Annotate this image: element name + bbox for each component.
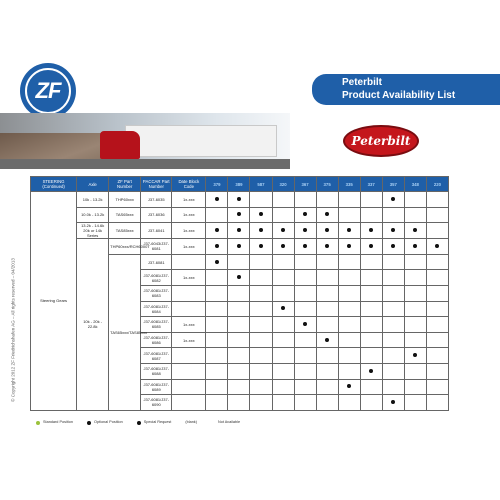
header-model: 587 bbox=[250, 177, 272, 192]
availability-cell bbox=[272, 348, 294, 364]
date-block-cell: 1x-xxx bbox=[172, 192, 206, 208]
availability-cell bbox=[294, 223, 316, 239]
table-header-row bbox=[31, 177, 449, 192]
availability-cell bbox=[272, 223, 294, 239]
availability-cell bbox=[272, 332, 294, 348]
date-block-cell: 1x-xxx bbox=[172, 223, 206, 239]
availability-cell bbox=[426, 270, 448, 286]
zf-logo bbox=[20, 63, 76, 119]
availability-cell bbox=[316, 192, 338, 208]
availability-cell bbox=[316, 254, 338, 270]
availability-dot bbox=[369, 369, 373, 373]
availability-cell bbox=[206, 395, 228, 411]
availability-cell bbox=[360, 192, 382, 208]
availability-cell bbox=[404, 348, 426, 364]
availability-cell bbox=[228, 379, 250, 395]
availability-cell bbox=[404, 270, 426, 286]
availability-dot bbox=[391, 244, 395, 248]
availability-cell bbox=[338, 239, 360, 255]
availability-cell bbox=[272, 379, 294, 395]
header-model: 220 bbox=[426, 177, 448, 192]
availability-cell bbox=[206, 285, 228, 301]
availability-dot bbox=[237, 228, 241, 232]
availability-dot bbox=[391, 228, 395, 232]
availability-cell bbox=[404, 379, 426, 395]
header-model: 375 bbox=[316, 177, 338, 192]
availability-cell bbox=[228, 301, 250, 317]
availability-cell bbox=[426, 332, 448, 348]
paccar-part-cell: J37-6041 bbox=[141, 223, 172, 239]
legend bbox=[36, 420, 240, 425]
hero-truck-image bbox=[0, 113, 290, 169]
availability-cell bbox=[382, 192, 404, 208]
availability-cell bbox=[338, 254, 360, 270]
availability-dot bbox=[325, 338, 329, 342]
date-block-cell: 1x-xxx bbox=[172, 270, 206, 286]
date-block-cell: 1x-xxx bbox=[172, 239, 206, 255]
availability-cell bbox=[404, 192, 426, 208]
availability-cell bbox=[426, 254, 448, 270]
header-model: 337 bbox=[360, 177, 382, 192]
availability-cell bbox=[382, 223, 404, 239]
availability-cell bbox=[228, 192, 250, 208]
copyright-note bbox=[8, 235, 18, 425]
availability-cell bbox=[360, 348, 382, 364]
availability-cell bbox=[360, 317, 382, 333]
peterbilt-logo-text: Peterbilt bbox=[351, 134, 411, 148]
availability-dot bbox=[215, 244, 219, 248]
availability-cell bbox=[382, 348, 404, 364]
availability-cell bbox=[404, 239, 426, 255]
availability-cell bbox=[404, 285, 426, 301]
availability-cell bbox=[206, 317, 228, 333]
paccar-part-cell: J37-6081/J37-6084 bbox=[141, 301, 172, 317]
availability-cell bbox=[206, 254, 228, 270]
availability-cell bbox=[206, 301, 228, 317]
availability-cell bbox=[360, 270, 382, 286]
availability-dot bbox=[281, 244, 285, 248]
availability-cell bbox=[382, 379, 404, 395]
availability-dot bbox=[237, 244, 241, 248]
zf-part-group-cell: TAS65xxx/TAS85xxx bbox=[109, 254, 141, 410]
availability-cell bbox=[206, 239, 228, 255]
availability-cell bbox=[404, 207, 426, 223]
availability-cell bbox=[228, 285, 250, 301]
availability-cell bbox=[360, 363, 382, 379]
availability-cell bbox=[316, 317, 338, 333]
availability-cell bbox=[316, 207, 338, 223]
availability-cell bbox=[360, 379, 382, 395]
availability-cell bbox=[382, 207, 404, 223]
table-body bbox=[31, 192, 449, 411]
availability-cell bbox=[360, 207, 382, 223]
header-steering: STEERING (Continued) bbox=[31, 177, 77, 192]
availability-cell bbox=[404, 301, 426, 317]
hero-road bbox=[0, 159, 290, 169]
paccar-part-cell: J37-6081/J37-6087 bbox=[141, 348, 172, 364]
availability-cell bbox=[272, 254, 294, 270]
paccar-part-cell: J37-6081 bbox=[141, 254, 172, 270]
availability-cell bbox=[382, 270, 404, 286]
header-zf-part: ZF Part Number bbox=[109, 177, 141, 192]
paccar-part-cell: J37-6081/J37-6086 bbox=[141, 332, 172, 348]
date-block-cell bbox=[172, 379, 206, 395]
availability-cell bbox=[382, 254, 404, 270]
availability-dot bbox=[435, 244, 439, 248]
availability-cell bbox=[250, 379, 272, 395]
availability-cell bbox=[426, 285, 448, 301]
header-date-block: Date Block Code bbox=[172, 177, 206, 192]
availability-cell bbox=[338, 379, 360, 395]
availability-cell bbox=[206, 192, 228, 208]
availability-cell bbox=[404, 223, 426, 239]
availability-cell bbox=[360, 223, 382, 239]
availability-cell bbox=[294, 207, 316, 223]
availability-cell bbox=[426, 301, 448, 317]
axle-cell: 10.0k - 13.2k bbox=[77, 207, 109, 223]
availability-cell bbox=[206, 223, 228, 239]
table-row bbox=[31, 192, 449, 208]
paccar-part-cell: J37-6081/J37-6088 bbox=[141, 363, 172, 379]
availability-dot bbox=[369, 244, 373, 248]
availability-dot bbox=[237, 197, 241, 201]
availability-cell bbox=[382, 332, 404, 348]
availability-cell bbox=[404, 254, 426, 270]
availability-cell bbox=[426, 207, 448, 223]
availability-dot bbox=[237, 275, 241, 279]
legend-swatch-icon bbox=[87, 421, 91, 425]
availability-dot bbox=[215, 260, 219, 264]
availability-dot bbox=[237, 212, 241, 216]
availability-cell bbox=[206, 348, 228, 364]
availability-cell bbox=[426, 395, 448, 411]
availability-dot bbox=[391, 197, 395, 201]
availability-dot bbox=[413, 228, 417, 232]
availability-cell bbox=[272, 239, 294, 255]
availability-cell bbox=[206, 207, 228, 223]
availability-cell bbox=[206, 270, 228, 286]
availability-dot bbox=[259, 228, 263, 232]
availability-cell bbox=[338, 348, 360, 364]
availability-cell bbox=[404, 363, 426, 379]
availability-cell bbox=[294, 301, 316, 317]
legend-item bbox=[211, 420, 240, 425]
availability-cell bbox=[250, 223, 272, 239]
legend-label: Special Request bbox=[143, 420, 172, 424]
availability-cell bbox=[382, 285, 404, 301]
availability-cell bbox=[360, 254, 382, 270]
availability-cell bbox=[382, 317, 404, 333]
availability-dot bbox=[259, 244, 263, 248]
availability-cell bbox=[360, 301, 382, 317]
availability-cell bbox=[316, 285, 338, 301]
availability-cell bbox=[228, 317, 250, 333]
legend-extra: (blank) bbox=[185, 420, 197, 424]
availability-dot bbox=[259, 212, 263, 216]
availability-dot bbox=[347, 244, 351, 248]
zf-part-cell: THP60xxx bbox=[109, 192, 141, 208]
availability-cell bbox=[228, 223, 250, 239]
availability-cell bbox=[338, 301, 360, 317]
availability-dot bbox=[325, 212, 329, 216]
availability-dot bbox=[413, 244, 417, 248]
availability-cell bbox=[426, 239, 448, 255]
availability-cell bbox=[316, 348, 338, 364]
paccar-part-cell: J37-6043/J37-6081 bbox=[141, 239, 172, 255]
availability-cell bbox=[426, 317, 448, 333]
availability-cell bbox=[382, 395, 404, 411]
availability-dot bbox=[281, 306, 285, 310]
availability-cell bbox=[272, 363, 294, 379]
availability-cell bbox=[250, 285, 272, 301]
availability-cell bbox=[360, 395, 382, 411]
page-subtitle: Product Availability List bbox=[342, 90, 456, 101]
availability-cell bbox=[382, 239, 404, 255]
zf-part-cell: TAS85xxx bbox=[109, 223, 141, 239]
availability-dot bbox=[303, 322, 307, 326]
date-block-cell: 1x-xxx bbox=[172, 332, 206, 348]
table-row bbox=[31, 239, 449, 255]
availability-dot bbox=[347, 228, 351, 232]
title-band bbox=[312, 74, 500, 105]
paccar-part-cell: J37-6035 bbox=[141, 192, 172, 208]
availability-cell bbox=[250, 239, 272, 255]
availability-dot bbox=[215, 197, 219, 201]
availability-cell bbox=[228, 332, 250, 348]
availability-cell bbox=[426, 192, 448, 208]
availability-cell bbox=[316, 363, 338, 379]
availability-cell bbox=[338, 270, 360, 286]
legend-item bbox=[87, 420, 123, 425]
availability-cell bbox=[338, 395, 360, 411]
availability-cell bbox=[294, 379, 316, 395]
availability-cell bbox=[316, 395, 338, 411]
date-block-cell: 1x-xxx bbox=[172, 317, 206, 333]
hero-trailer bbox=[125, 125, 277, 157]
axle-cell: 10k - 13.2k bbox=[77, 192, 109, 208]
copyright-text: © Copyright 2012 ZF Friedrichshafen AG – All rights reserved – 04/2013 bbox=[10, 258, 16, 402]
category-cell: Steering Gears bbox=[31, 192, 77, 411]
availability-cell bbox=[272, 192, 294, 208]
availability-cell bbox=[272, 317, 294, 333]
header-paccar-part: PACCAR Part Number bbox=[141, 177, 172, 192]
paccar-part-cell: J37-6081/J37-6083 bbox=[141, 285, 172, 301]
availability-dot bbox=[369, 228, 373, 232]
date-block-cell bbox=[172, 395, 206, 411]
availability-cell bbox=[250, 363, 272, 379]
availability-dot bbox=[303, 228, 307, 232]
availability-cell bbox=[294, 395, 316, 411]
availability-cell bbox=[338, 317, 360, 333]
availability-cell bbox=[426, 348, 448, 364]
availability-cell bbox=[294, 254, 316, 270]
availability-cell bbox=[316, 270, 338, 286]
availability-cell bbox=[272, 270, 294, 286]
availability-dot bbox=[413, 353, 417, 357]
date-block-cell bbox=[172, 285, 206, 301]
availability-cell bbox=[360, 332, 382, 348]
header-model: 348 bbox=[404, 177, 426, 192]
hero-truck-cab bbox=[100, 131, 140, 159]
header-model: 335 bbox=[338, 177, 360, 192]
availability-cell bbox=[250, 395, 272, 411]
availability-cell bbox=[294, 239, 316, 255]
paccar-part-cell: J37-6081/J37-6085 bbox=[141, 317, 172, 333]
legend-swatch-icon bbox=[137, 421, 141, 425]
availability-cell bbox=[426, 379, 448, 395]
availability-cell bbox=[316, 379, 338, 395]
availability-dot bbox=[215, 228, 219, 232]
date-block-cell bbox=[172, 363, 206, 379]
availability-cell bbox=[228, 254, 250, 270]
page-title: Peterbilt bbox=[342, 77, 383, 88]
availability-cell bbox=[316, 239, 338, 255]
legend-swatch-icon bbox=[36, 421, 40, 425]
availability-cell bbox=[338, 285, 360, 301]
availability-cell bbox=[294, 285, 316, 301]
paccar-part-cell: J37-6081/J37-6089 bbox=[141, 379, 172, 395]
availability-cell bbox=[228, 395, 250, 411]
availability-cell bbox=[382, 301, 404, 317]
header-model: 379 bbox=[206, 177, 228, 192]
availability-cell bbox=[294, 192, 316, 208]
header-model: 357 bbox=[382, 177, 404, 192]
header-model: 389 bbox=[228, 177, 250, 192]
availability-dot bbox=[391, 400, 395, 404]
availability-dot bbox=[303, 212, 307, 216]
legend-item bbox=[137, 420, 172, 425]
legend-swatch-icon bbox=[211, 421, 215, 425]
availability-cell bbox=[272, 395, 294, 411]
date-block-cell: 1x-xxx bbox=[172, 207, 206, 223]
availability-cell bbox=[294, 332, 316, 348]
paccar-part-cell: J37-6081/J37-6082 bbox=[141, 270, 172, 286]
availability-dot bbox=[325, 228, 329, 232]
availability-cell bbox=[360, 285, 382, 301]
table-row bbox=[31, 207, 449, 223]
availability-cell bbox=[250, 348, 272, 364]
availability-cell bbox=[338, 207, 360, 223]
availability-cell bbox=[338, 192, 360, 208]
axle-group-cell: 10k - 20k - 22.8k bbox=[77, 239, 109, 411]
paccar-part-cell: J37-6081/J37-6090 bbox=[141, 395, 172, 411]
header-model: 367 bbox=[294, 177, 316, 192]
availability-cell bbox=[294, 348, 316, 364]
legend-label: Not Available bbox=[217, 420, 241, 424]
availability-cell bbox=[250, 254, 272, 270]
availability-cell bbox=[338, 363, 360, 379]
availability-table bbox=[30, 176, 449, 411]
table-row bbox=[31, 223, 449, 239]
availability-dot bbox=[281, 228, 285, 232]
availability-cell bbox=[426, 223, 448, 239]
availability-cell bbox=[206, 332, 228, 348]
peterbilt-logo bbox=[343, 125, 419, 157]
availability-dot bbox=[325, 244, 329, 248]
legend-item bbox=[36, 420, 73, 425]
availability-cell bbox=[316, 301, 338, 317]
paccar-part-cell: J37-6036 bbox=[141, 207, 172, 223]
availability-cell bbox=[338, 223, 360, 239]
date-block-cell bbox=[172, 254, 206, 270]
date-block-cell bbox=[172, 348, 206, 364]
availability-dot bbox=[303, 244, 307, 248]
availability-cell bbox=[206, 379, 228, 395]
availability-cell bbox=[360, 239, 382, 255]
date-block-cell bbox=[172, 301, 206, 317]
availability-cell bbox=[250, 301, 272, 317]
header-axle: Axle bbox=[77, 177, 109, 192]
availability-cell bbox=[228, 363, 250, 379]
availability-cell bbox=[250, 207, 272, 223]
legend-label: Optional Position bbox=[93, 420, 123, 424]
availability-cell bbox=[294, 270, 316, 286]
availability-cell bbox=[228, 348, 250, 364]
axle-cell: 13.2k - 14.6k 20k or 14k Series bbox=[77, 223, 109, 239]
availability-cell bbox=[316, 223, 338, 239]
availability-cell bbox=[228, 270, 250, 286]
availability-cell bbox=[206, 363, 228, 379]
availability-cell bbox=[404, 395, 426, 411]
availability-cell bbox=[272, 285, 294, 301]
availability-cell bbox=[294, 363, 316, 379]
availability-cell bbox=[250, 332, 272, 348]
availability-cell bbox=[272, 207, 294, 223]
availability-cell bbox=[338, 332, 360, 348]
availability-cell bbox=[294, 317, 316, 333]
header-model: 320 bbox=[272, 177, 294, 192]
availability-dot bbox=[347, 384, 351, 388]
zf-logo-text: ZF bbox=[35, 78, 61, 103]
availability-cell bbox=[228, 207, 250, 223]
availability-cell bbox=[382, 363, 404, 379]
legend-label: Standard Position bbox=[43, 420, 73, 424]
availability-cell bbox=[250, 192, 272, 208]
availability-cell bbox=[228, 239, 250, 255]
zf-part-cell: THP60xxx/RCH6000T bbox=[109, 239, 141, 255]
availability-cell bbox=[250, 270, 272, 286]
zf-part-cell: TAS65xxx bbox=[109, 207, 141, 223]
availability-cell bbox=[426, 363, 448, 379]
availability-cell bbox=[404, 332, 426, 348]
availability-cell bbox=[316, 332, 338, 348]
availability-cell bbox=[272, 301, 294, 317]
availability-cell bbox=[404, 317, 426, 333]
availability-cell bbox=[250, 317, 272, 333]
